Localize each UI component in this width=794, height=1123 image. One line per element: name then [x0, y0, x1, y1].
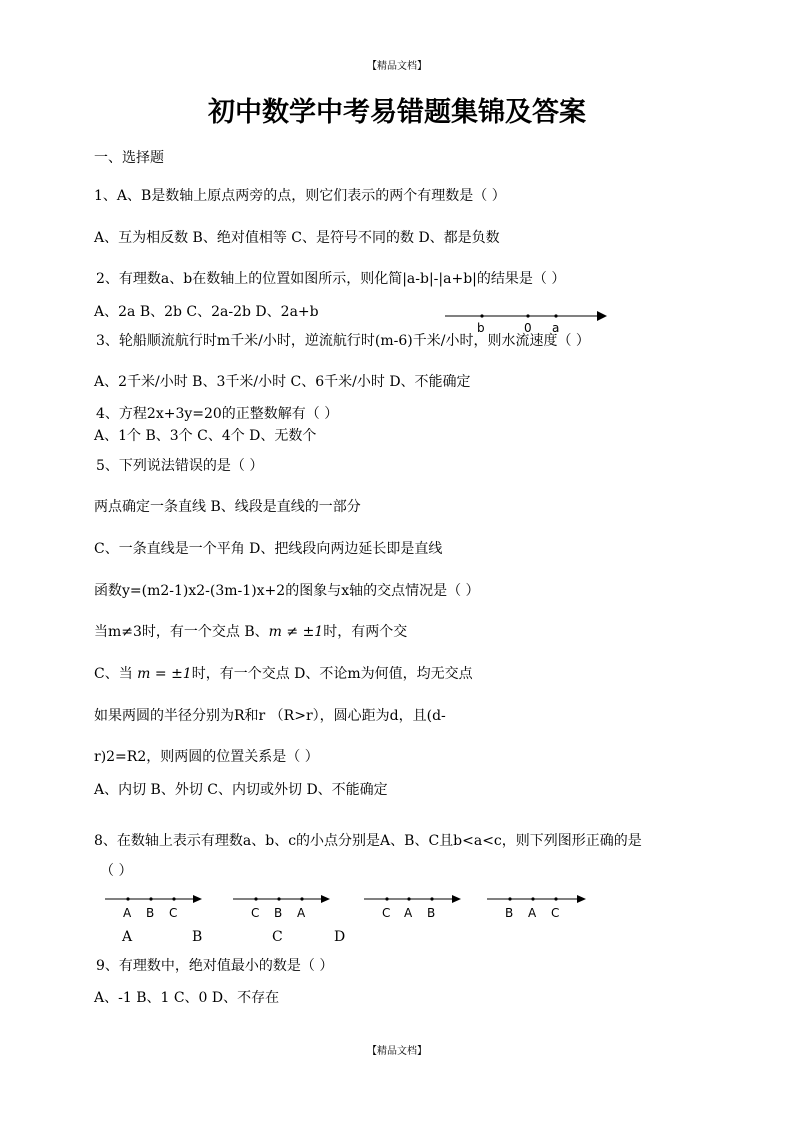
q2-axis-label-b: b [477, 321, 485, 335]
section-heading: 一、选择题 [94, 150, 164, 166]
q8-option-c: C [272, 929, 283, 945]
q6-line1-part-b: 时，有两个交 [323, 624, 408, 640]
question-3-options: A、2千米/小时 B、3千米/小时 C、6千米/小时 D、不能确定 [94, 374, 471, 390]
q8-diagram-b-label-3: A [297, 906, 306, 920]
document-title: 初中数学中考易错题集锦及答案 [208, 97, 586, 128]
q8-option-b: B [192, 929, 203, 945]
q6-line2-part-a: C、当 [94, 666, 133, 682]
q8-diagram-d-label-2: A [528, 906, 537, 920]
q8-diagram-a-label-1: A [123, 906, 132, 920]
q6-line1-part-a: 当m≠3时，有一个交点 B、 [94, 624, 269, 640]
q6-line2-formula: m = ±1 [137, 666, 192, 682]
question-2-stem: 2、有理数a、b在数轴上的位置如图所示，则化简|a-b|-|a+b|的结果是（ ） [96, 271, 566, 287]
question-7-stem-line-2: r)2=R2，则两圆的位置关系是（ ） [94, 749, 319, 765]
q8-option-a: A [122, 929, 133, 945]
q8-diagram-a-label-2: B [146, 906, 155, 920]
question-8-stem-line-1: 8、在数轴上表示有理数a、b、c的小点分别是A、B、C且b<a<c，则下列图形正确的是 [94, 833, 642, 849]
q8-diagram-d-label-1: B [505, 906, 514, 920]
q8-option-d: D [334, 929, 346, 945]
question-1-options: A、互为相反数 B、绝对值相等 C、是符号不同的数 D、都是负数 [94, 230, 500, 246]
q6-line1-formula: m ≠ ±1 [268, 624, 324, 640]
question-2-options: A、2a B、2b C、2a-2b D、2a+b [94, 304, 319, 320]
q8-diagram-b-label-2: B [274, 906, 283, 920]
question-3-stem: 3、轮船顺流航行时m千米/小时，逆流航行时(m-6)千米/小时，则水流速度（ ） [96, 333, 590, 349]
q8-diagram-d-label-3: C [551, 906, 560, 920]
question-9-stem: 9、有理数中，绝对值最小的数是（ ） [96, 958, 334, 974]
question-7-stem-line-1: 如果两圆的半径分别为R和r （R>r），圆心距为d，且(d- [94, 708, 446, 724]
question-7-options: A、内切 B、外切 C、内切或外切 D、不能确定 [94, 782, 388, 798]
question-4-options: A、1个 B、3个 C、4个 D、无数个 [94, 428, 317, 444]
question-5-line-2: C、一条直线是一个平角 D、把线段向两边延长即是直线 [94, 541, 443, 557]
question-8-stem-line-2: （ ） [100, 863, 133, 879]
q8-diagram-c-label-1: C [382, 906, 391, 920]
q8-diagram-c-label-2: A [404, 906, 413, 920]
q6-line2-part-b: 时，有一个交点 D、不论m为何值，均无交点 [191, 666, 473, 682]
q8-diagram-a-label-3: C [169, 906, 178, 920]
question-9-options: A、-1 B、1 C、0 D、不存在 [94, 990, 280, 1006]
page-header: 【精品文档】 [367, 61, 427, 72]
question-6-stem: 函数y=(m2-1)x2-(3m-1)x+2的图象与x轴的交点情况是（ ） [94, 583, 480, 599]
q8-diagram-c-label-3: B [427, 906, 436, 920]
question-1-stem: 1、A、B是数轴上原点两旁的点，则它们表示的两个有理数是（ ） [94, 188, 506, 204]
question-5-line-1: 两点确定一条直线 B、线段是直线的一部分 [94, 499, 361, 515]
question-5-stem: 5、下列说法错误的是（ ） [96, 458, 264, 474]
q8-diagram-b-label-1: C [251, 906, 260, 920]
q2-axis-label-0: 0 [524, 321, 532, 335]
q2-axis-label-a: a [552, 321, 560, 335]
question-4-stem: 4、方程2x+3y=20的正整数解有（ ） [96, 406, 339, 422]
page-footer: 【精品文档】 [367, 1046, 427, 1057]
